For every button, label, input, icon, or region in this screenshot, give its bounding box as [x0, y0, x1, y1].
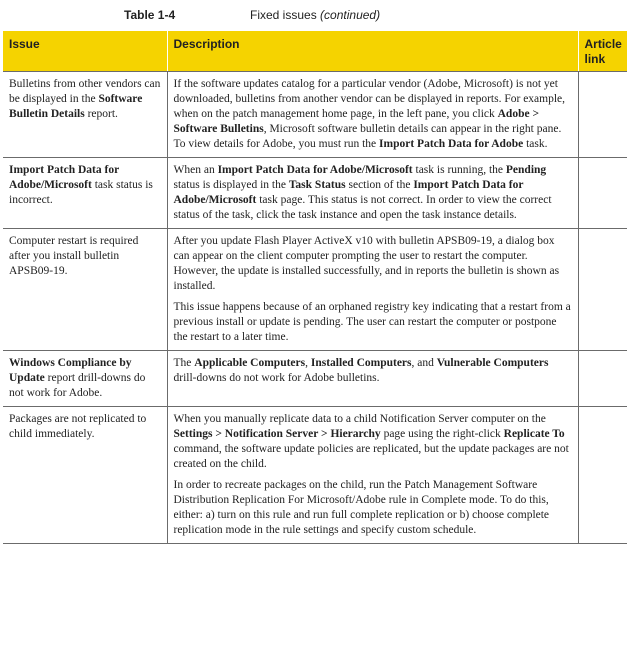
text-run: report drill-downs do not work for Adobe. — [9, 372, 146, 399]
article-link-cell — [578, 158, 627, 229]
table-number: Table 1-4 — [124, 8, 176, 22]
table-row — [3, 158, 627, 229]
text-run: , and — [411, 357, 437, 369]
table-row — [3, 72, 627, 158]
text-run: After you update Flash Player ActiveX v10 with bulletin APSB09-19, a dialog box can appear on the client computer prompting the user to restart the computer. However, the update is installed successfully, and in reports the bulletin is shown as installed. — [173, 235, 560, 292]
text-run: page using the right-click — [380, 428, 504, 440]
text-run: This issue happens because of an orphaned registry key indicating that a restart from a previous install or update is pending. The user can restart the computer or postpone the restart to a later time. — [173, 301, 571, 343]
description-cell — [167, 229, 578, 351]
issue-cell — [3, 158, 167, 229]
table-row — [3, 351, 627, 407]
text-run: task is running, the — [412, 164, 506, 176]
bold-term: Adobe > Software Bulletins — [173, 108, 540, 135]
issue-cell — [3, 229, 167, 351]
table-header-row — [3, 31, 627, 72]
table-title-suffix: (continued) — [320, 8, 381, 22]
header-issue: Issue — [3, 31, 167, 72]
description-paragraph — [174, 234, 572, 294]
text-run: When an — [173, 164, 218, 176]
article-link-cell — [578, 72, 627, 158]
issue-cell — [3, 407, 167, 544]
header-description: Description — [167, 31, 578, 72]
issue-cell — [3, 72, 167, 158]
text-run: task status is incorrect. — [9, 179, 153, 206]
description-cell — [167, 72, 578, 158]
text-run: report. — [84, 108, 118, 120]
bold-term: Import Patch Data for Adobe — [379, 138, 524, 150]
description-cell — [167, 407, 578, 544]
bold-term: Pending — [505, 164, 547, 176]
description-paragraph — [174, 77, 572, 152]
issue-cell — [3, 351, 167, 407]
text-run: Bulletins from other vendors can be displayed in the — [9, 78, 161, 105]
text-run: task. — [523, 138, 548, 150]
bold-term: Vulnerable Computers — [436, 357, 549, 369]
text-run: The — [173, 357, 195, 369]
text-run: task page. This status is not correct. In order to view the correct status of the task, click the task instance and open the task instance details. — [173, 194, 552, 221]
bold-term: Task Status — [288, 179, 346, 191]
bold-term: Windows Compliance by Update — [9, 357, 132, 384]
bold-term: Software Bulletin Details — [9, 93, 143, 120]
text-run: Packages are not replicated to child immediately. — [9, 413, 147, 440]
bold-term: Applicable Computers — [194, 357, 306, 369]
text-run: status is displayed in the — [173, 179, 289, 191]
text-run: drill-downs do not work for Adobe bulletins. — [173, 372, 380, 384]
text-run: , — [305, 357, 311, 369]
table-row — [3, 229, 627, 351]
description-cell — [167, 158, 578, 229]
header-article-link: Article link — [578, 31, 627, 72]
fixed-issues-table — [3, 31, 627, 544]
description-paragraph — [174, 412, 572, 472]
text-run: Computer restart is required after you install bulletin APSB09-19. — [9, 235, 139, 277]
bold-term: Settings > Notification Server > Hierarchy — [173, 428, 381, 440]
text-run: section of the — [345, 179, 414, 191]
text-run: command, the software update policies are replicated, but the update packages are not created on the child. — [173, 443, 569, 470]
description-paragraph — [174, 300, 572, 345]
description-paragraph — [174, 478, 572, 538]
text-run: When you manually replicate data to a child Notification Server computer on the — [173, 413, 546, 425]
table-caption — [0, 6, 630, 24]
bold-term: Replicate To — [503, 428, 565, 440]
bold-term: Import Patch Data for Adobe/Microsoft — [217, 164, 413, 176]
bold-term: Import Patch Data for Adobe/Microsoft — [173, 179, 524, 206]
article-link-cell — [578, 351, 627, 407]
bold-term: Import Patch Data for Adobe/Microsoft — [9, 164, 119, 191]
description-paragraph — [174, 356, 572, 386]
text-run: , Microsoft software bulletin details can appear in the right pane. To view details for Adobe, you must run the — [173, 123, 562, 150]
description-paragraph — [174, 163, 572, 223]
table-title: Fixed issues (continued) — [250, 8, 381, 22]
table-row — [3, 407, 627, 544]
article-link-cell — [578, 407, 627, 544]
text-run: If the software updates catalog for a particular vendor (Adobe, Microsoft) is not yet downloaded, bulletins from another vendor can be displayed in reports. For example, when on the patch management home page, in the left pane, you click — [173, 78, 566, 120]
text-run: In order to recreate packages on the child, run the Patch Management Software Distribution Replication For Microsoft/Adobe rule in Complete mode. To do this, either: a) turn on this rule and run full complete replication or b) choose complete replication mode in the rule settings and specify custom schedule. — [173, 479, 550, 536]
article-link-cell — [578, 229, 627, 351]
bold-term: Installed Computers — [310, 357, 412, 369]
description-cell — [167, 351, 578, 407]
